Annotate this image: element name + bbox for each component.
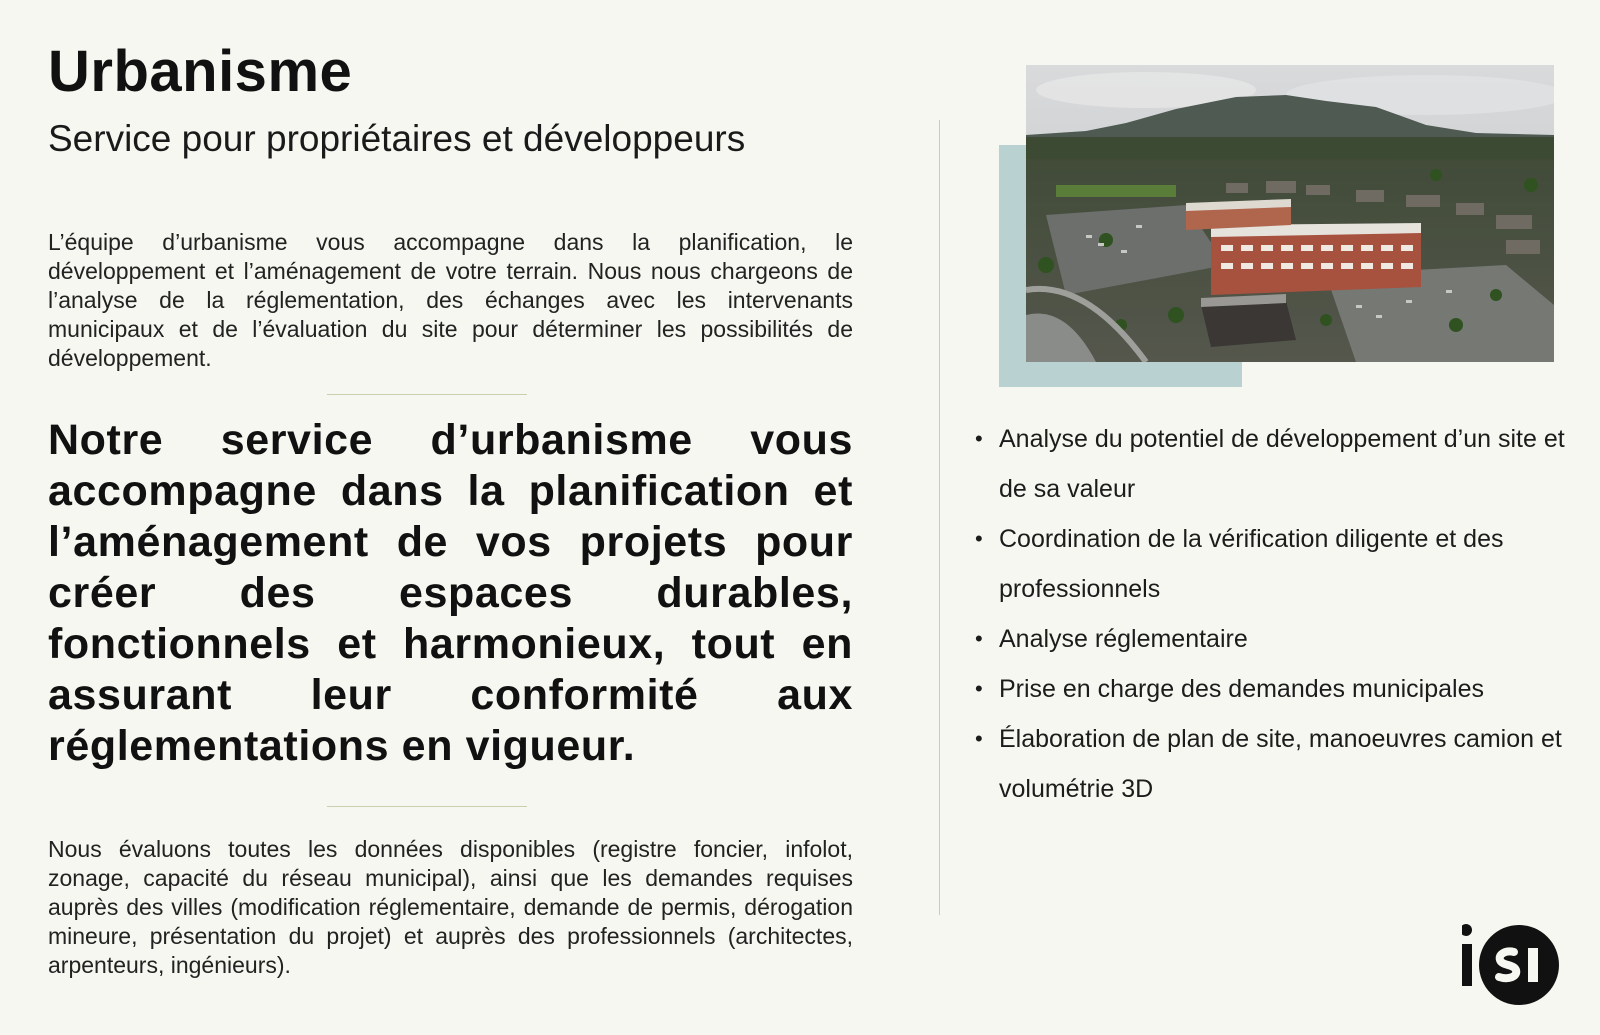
list-item: • Prise en charge des demandes municipales — [975, 664, 1565, 714]
bullet-icon: • — [975, 726, 983, 751]
aerial-city-photo — [1026, 65, 1554, 362]
column-separator — [939, 120, 940, 915]
bullet-icon: • — [975, 426, 983, 451]
services-list — [975, 414, 1565, 814]
bullet-icon: • — [975, 676, 983, 701]
list-item: • Analyse du potentiel de développement d’un site et de sa valeur — [975, 414, 1565, 514]
bullet-icon: • — [975, 626, 983, 651]
highlight-statement: Notre service d’urbanisme vous accompagne dans la planification et l’aménagement de vos projets pour créer des espaces durables, fonctionnels et harmonieux, tout en assurant leur conformité aux réglementations en vigueur. — [48, 416, 853, 770]
list-item: • Élaboration de plan de site, manoeuvres camion et volumétrie 3D — [975, 714, 1565, 814]
page-title: Urbanisme — [48, 39, 353, 104]
intro-paragraph: L’équipe d’urbanisme vous accompagne dans la planification, le développement et l’aménagement de votre terrain. Nous nous chargeons de l’analyse de la réglementation, des échanges avec les intervenants municipaux et de l’évaluation du site pour déterminer les possibilités de développement. — [48, 229, 853, 371]
section-divider-bottom — [327, 806, 527, 807]
list-item: • Analyse réglementaire — [975, 614, 1565, 664]
bullet-icon: • — [975, 526, 983, 551]
section-divider-top — [327, 394, 527, 395]
list-item: • Coordination de la vérification diligente et des professionnels — [975, 514, 1565, 614]
closing-paragraph: Nous évaluons toutes les données disponibles (registre foncier, infolot, zonage, capacité du réseau municipal), ainsi que les demandes requises auprès des villes (modification réglementaire, demande de permis, dérogation mineure, présentation du projet) et auprès des professionnels (architectes, arpenteurs, ingénieurs). — [48, 836, 853, 978]
page-subtitle: Service pour propriétaires et développeurs — [48, 118, 746, 159]
isi-logo — [1462, 922, 1562, 1008]
